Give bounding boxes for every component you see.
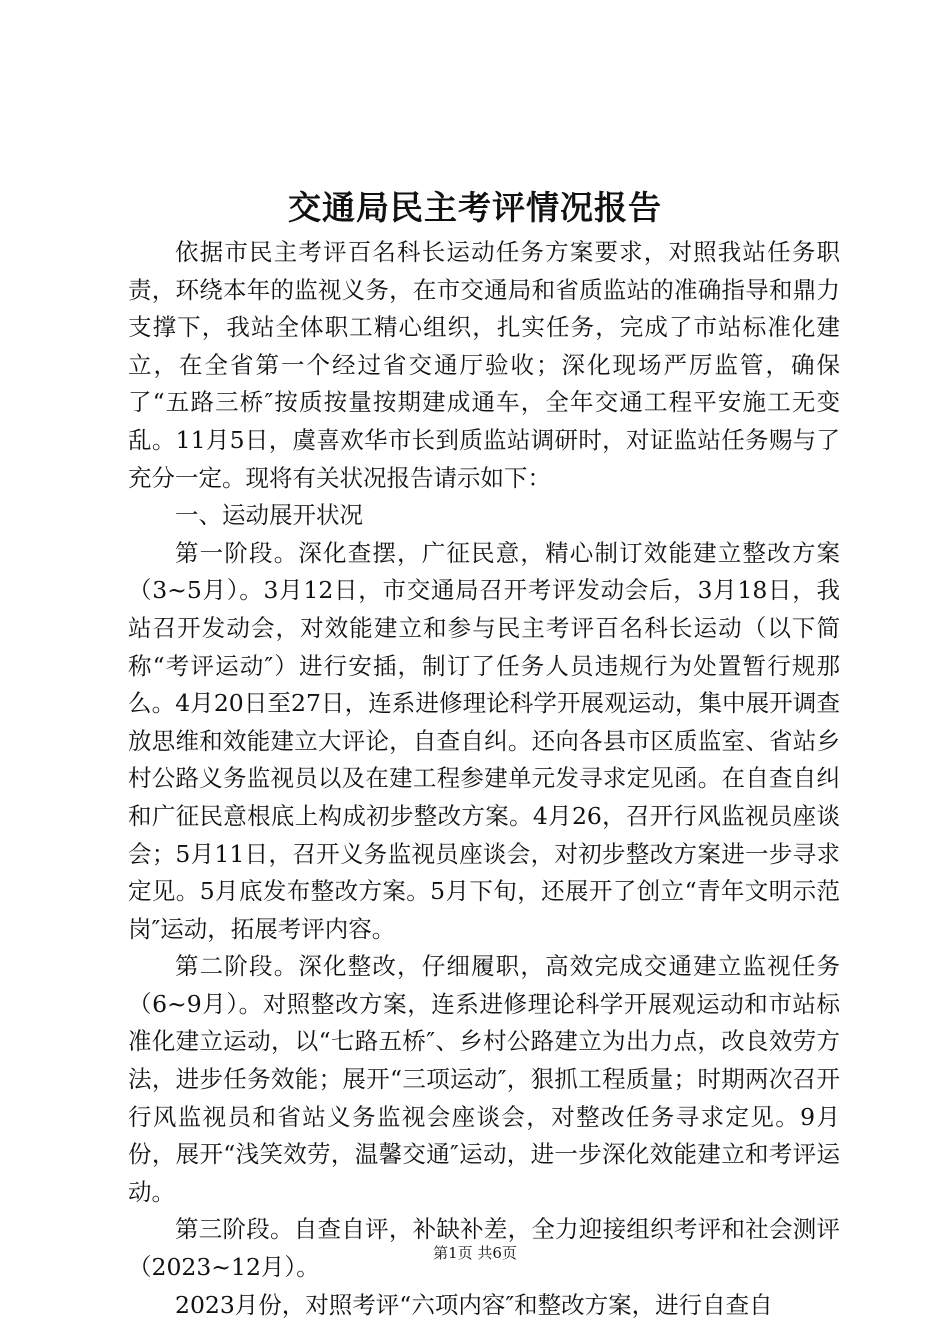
paragraph-intro: 依据市民主考评百名科长运动任务方案要求，对照我站任务职责，环绕本年的监视义务，在市交通局和省质监站的准确指导和鼎力支撑下，我站全体职工精心组织，扎实任务，完成了市站标准化建立，在全省第一个经过省交通厅验收；深化现场严厉监管，确保了“五路三桥″按质按量按期建成通车，全年交通工程平安施工无变乱。11月5日，虞喜欢华市长到质监站调研时，对证监站任务赐与了充分一定。现将有关状况报告请示如下：	[128, 238, 840, 492]
page-footer: 第1页 共6页	[433, 1244, 517, 1262]
document-title: 交通局民主考评情况报告	[288, 188, 662, 227]
paragraph-phase-three: 第三阶段。自查自评，补缺补差，全力迎接组织考评和社会测评（2023~12月）。	[128, 1215, 840, 1282]
document-body	[128, 234, 840, 1324]
paragraph-phase-one: 第一阶段。深化查摆，广征民意，精心制订效能建立整改方案（3~5月）。3月12日，市交通局召开考评发动会后，3月18日，我站召开发动会，对效能建立和参与民主考评百名科长运动（以下简称“考评运动″）进行安插，制订了任务人员违规行为处置暂行规那么。4月20日至27日，连系进修理论科学开展观运动，集中展开调查放思维和效能建立大评论，自查自纠。还向各县市区质监室、省站乡村公路义务监视员以及在建工程参建单元发寻求定见函。在自查自纠和广征民意根底上构成初步整改方案。4月26，召开行风监视员座谈会；5月11日，召开义务监视员座谈会，对初步整改方案进一步寻求定见。5月底发布整改方案。5月下旬，还展开了创立“青年文明示范岗″运动，拓展考评内容。	[128, 538, 840, 943]
section-heading: 一、运动展开状况	[175, 501, 363, 530]
paragraph-self-check: 2023月份，对照考评“六项内容″和整改方案，进行自查自	[175, 1290, 773, 1319]
paragraph-phase-two: 第二阶段。深化整改，仔细履职，高效完成交通建立监视任务（6~9月）。对照整改方案，连系进修理论科学开展观运动和市站标准化建立运动，以“七路五桥″、乡村公路建立为出力点，改良效劳方法，进步任务效能；展开“三项运动″，狠抓工程质量；时期两次召开行风监视员和省站义务监视会座谈会，对整改任务寻求定见。9月份，展开“浅笑效劳，温馨交通″运动，进一步深化效能建立和考评运动。	[128, 952, 840, 1206]
